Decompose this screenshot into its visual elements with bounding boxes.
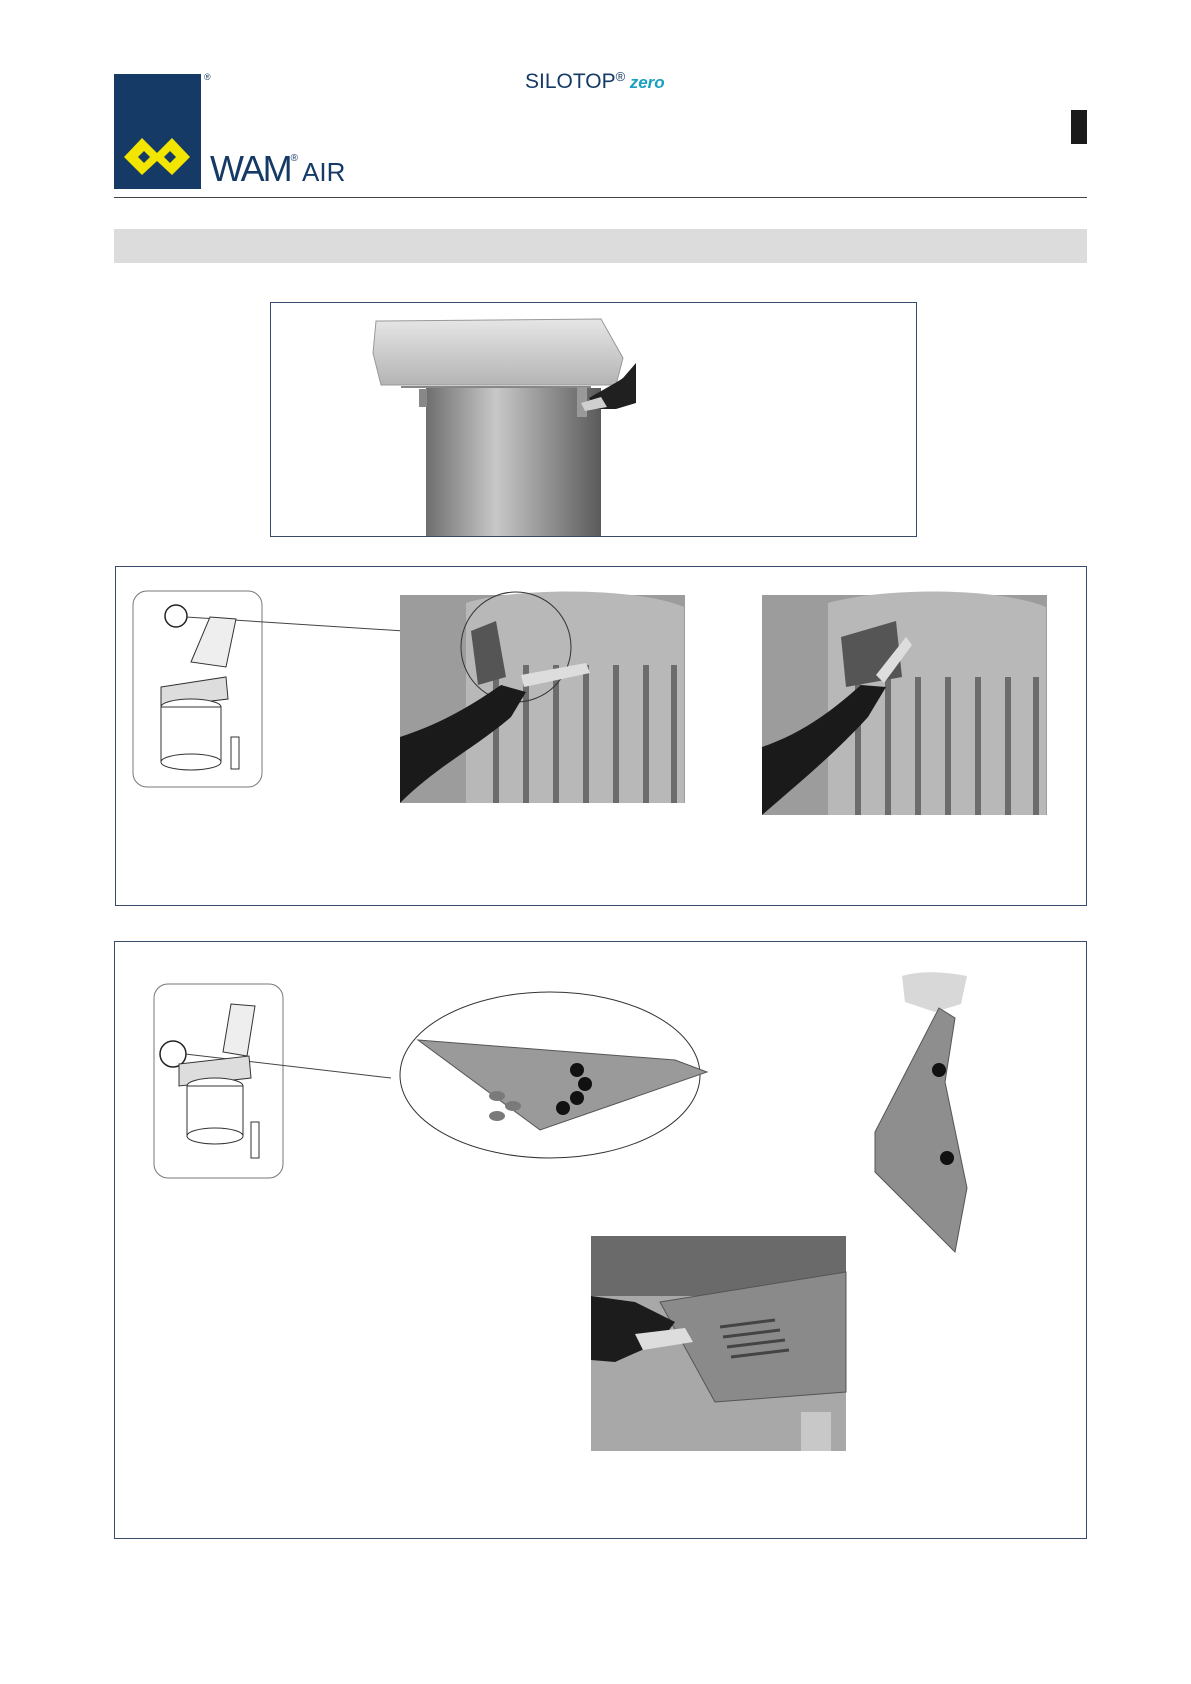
product-suffix: zero [629,73,665,92]
figure-filter-plate-removal [114,941,1087,1539]
section-title-bar [114,229,1087,263]
silo-cover-photo [271,303,916,536]
brand-suffix: AIR [302,157,346,187]
language-marker [1071,110,1087,144]
filter-plate-illustration [115,942,1086,1538]
product-title [525,70,665,94]
brand-wordmark [210,148,345,190]
figure-silo-cover-removal [270,302,917,537]
logo-symbol-icon [114,74,201,189]
filter-clamp-illustration [116,567,1086,905]
product-registered-mark: ® [615,69,626,84]
company-logo [114,74,201,189]
header-divider [114,197,1087,198]
brand-registered-mark: ® [290,153,299,164]
logo-registered-mark: ® [204,72,211,82]
brand-name: WAM [210,148,291,189]
figure-filter-bag-clamp [115,566,1087,906]
product-name: SILOTOP [525,70,616,93]
